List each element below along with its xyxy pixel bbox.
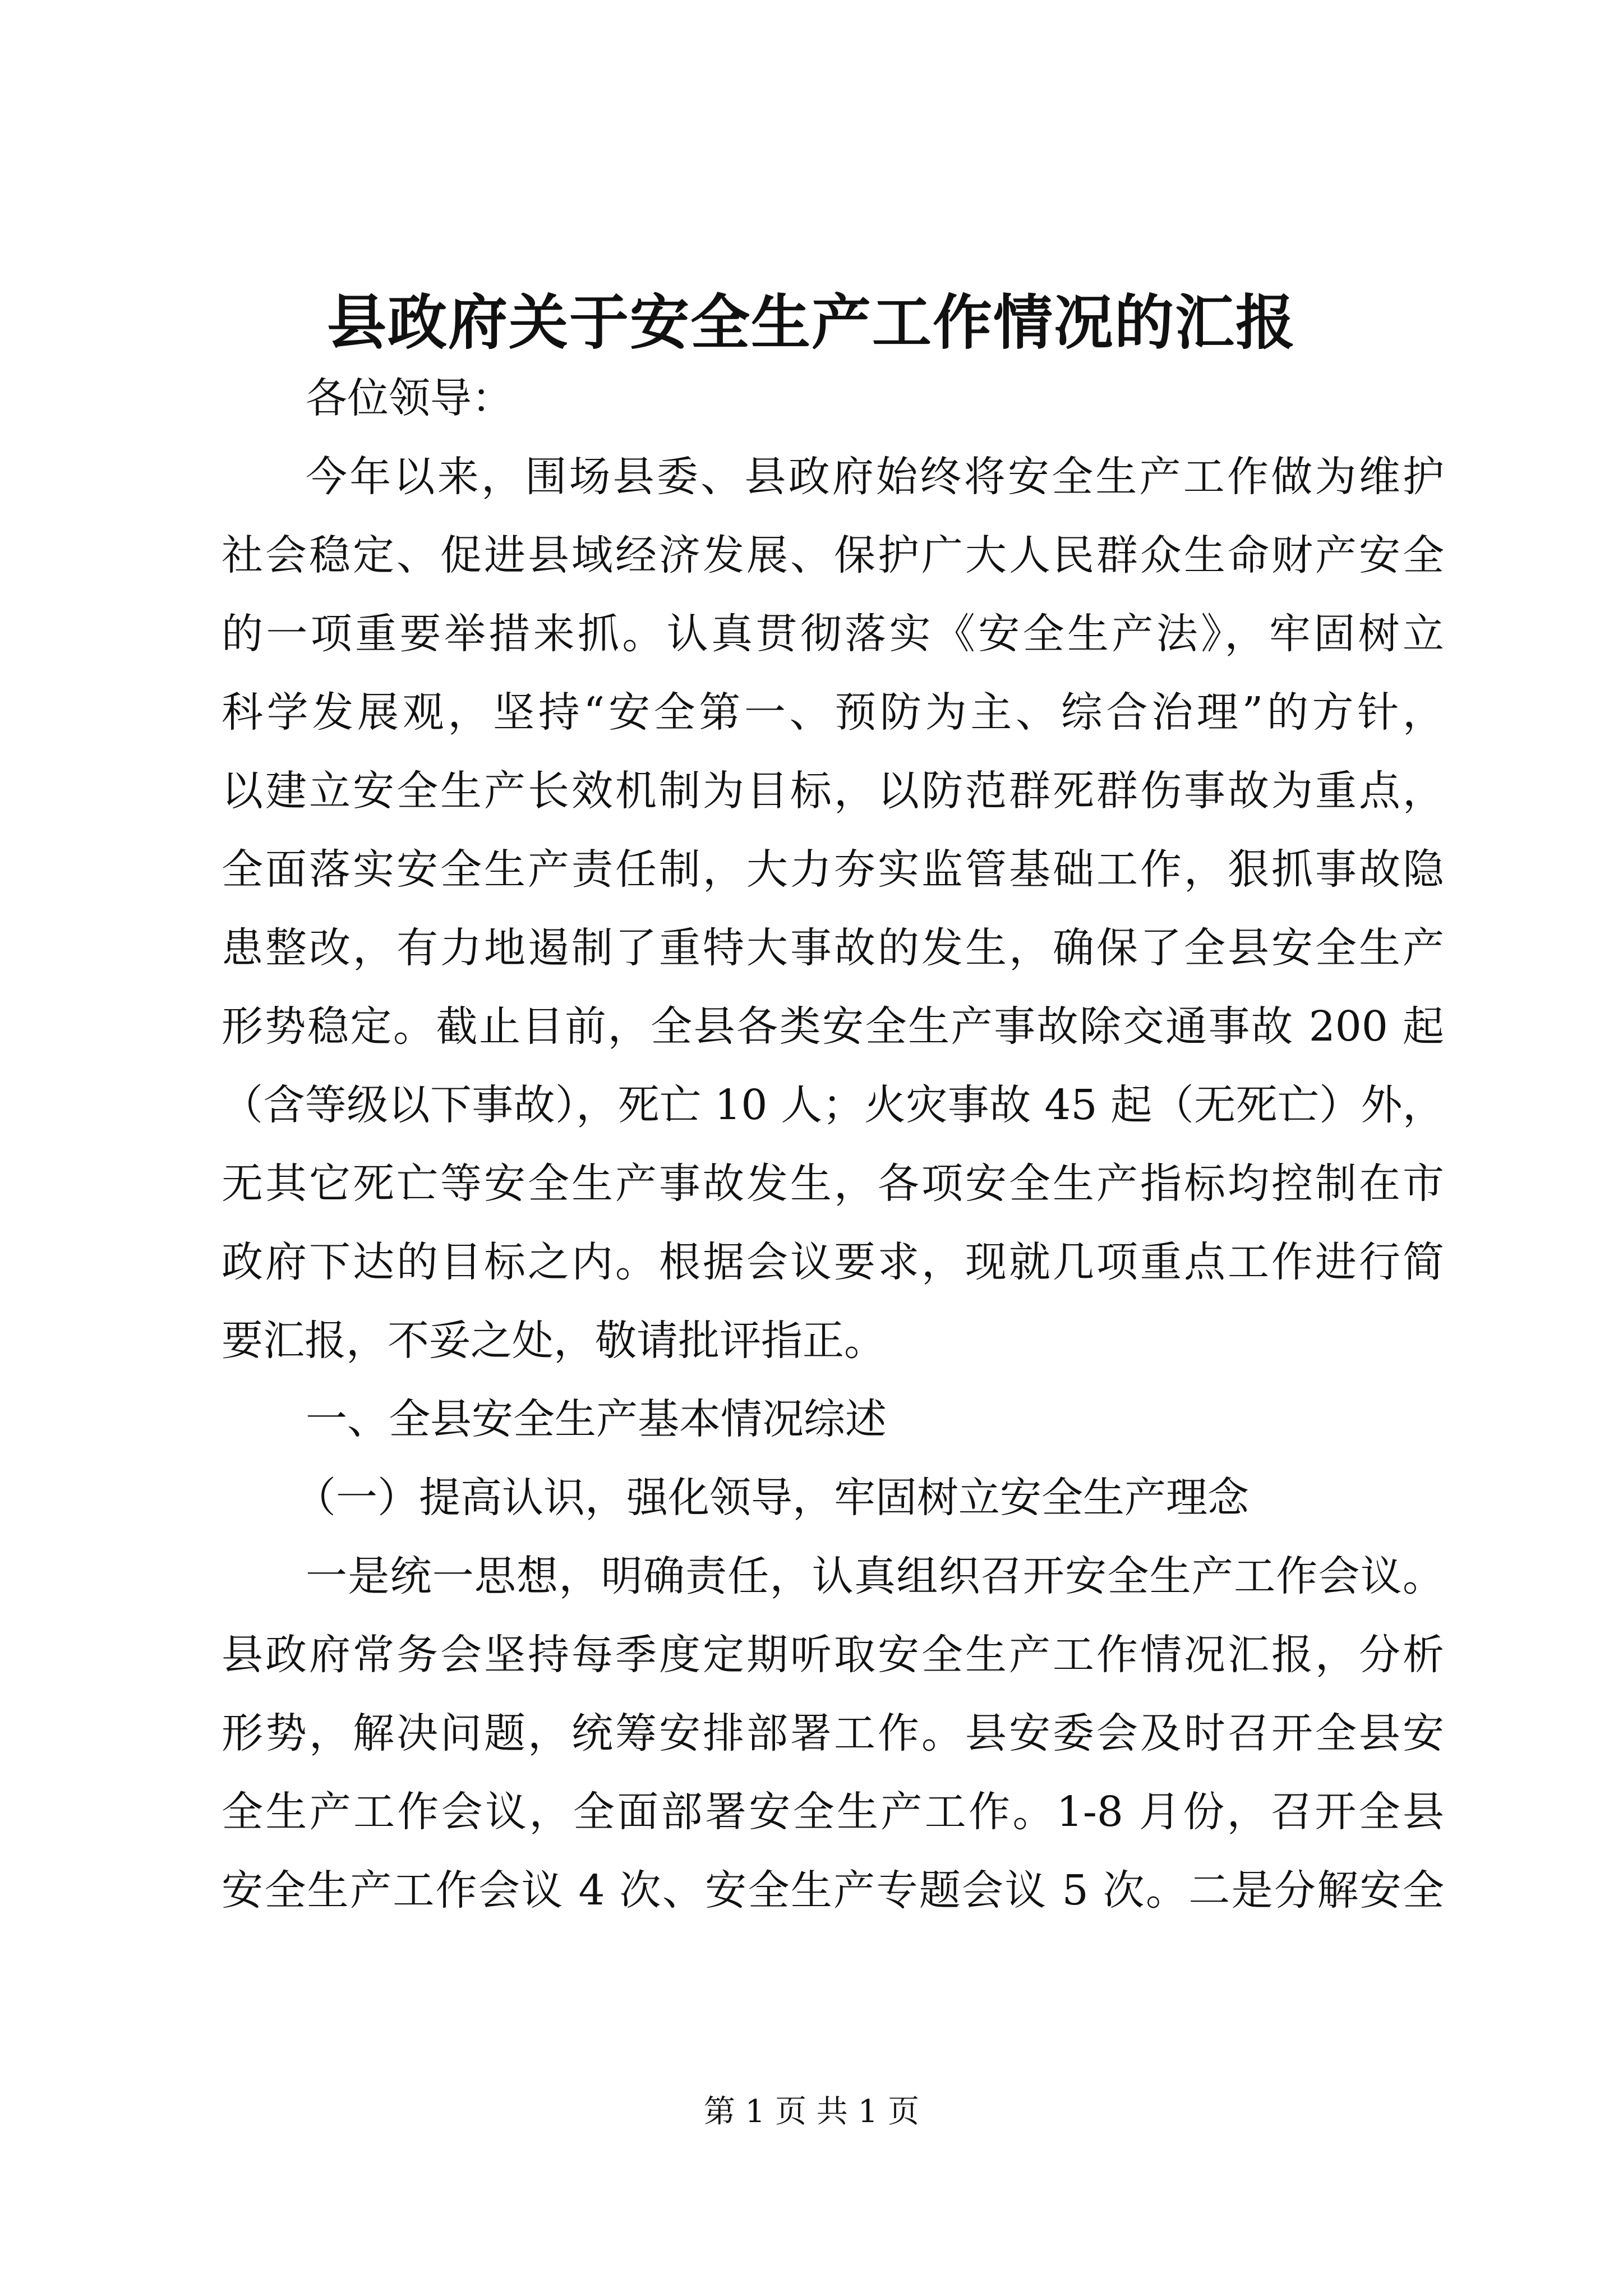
paragraph-1-line-12: 要汇报，不妥之处，敬请批评指正。 [222, 1317, 886, 1365]
paragraph-2-line-2: 县政府常务会坚持每季度定期听取安全生产工作情况汇报，分析 [222, 1631, 1444, 1679]
paragraph-1-line-5: 以建立安全生产长效机制为目标，以防范群死群伤事故为重点， [222, 767, 1444, 815]
paragraph-1-line-7: 患整改，有力地遏制了重特大事故的发生，确保了全县安全生产 [222, 924, 1444, 972]
paragraph-1-line-3: 的一项重要举措来抓。认真贯彻落实《安全生产法》，牢固树立 [222, 610, 1444, 658]
salutation: 各位领导： [306, 374, 513, 422]
section-heading: 一、全县安全生产基本情况综述 [306, 1395, 887, 1443]
paragraph-1-line-1: 今年以来，围场县委、县政府始终将安全生产工作做为维护 [306, 453, 1444, 501]
paragraph-1-line-4: 科学发展观，坚持“安全第一、预防为主、综合治理”的方针， [222, 688, 1444, 737]
paragraph-2-line-3: 形势，解决问题，统筹安排部署工作。县安委会及时召开全县安 [222, 1709, 1444, 1757]
paragraph-1-line-2: 社会稳定、促进县域经济发展、保护广大人民群众生命财产安全 [222, 531, 1444, 579]
paragraph-1-line-8: 形势稳定。截止目前，全县各类安全生产事故除交通事故 200 起 [222, 1002, 1444, 1051]
page-number-footer: 第 1 页 共 1 页 [703, 2093, 920, 2130]
paragraph-1-line-10: 无其它死亡等安全生产事故发生，各项安全生产指标均控制在市 [222, 1159, 1444, 1208]
document-title: 县政府关于安全生产工作情况的汇报 [327, 287, 1296, 357]
paragraph-2-line-5: 安全生产工作会议 4 次、安全生产专题会议 5 次。二是分解安全 [222, 1866, 1444, 1915]
paragraph-1-line-9: （含等级以下事故），死亡 10 人；火灾事故 45 起（无死亡）外， [222, 1081, 1444, 1129]
paragraph-1-line-11: 政府下达的目标之内。根据会议要求，现就几项重点工作进行简 [222, 1238, 1444, 1286]
paragraph-2-line-4: 全生产工作会议，全面部署安全生产工作。1-8 月份，召开全县 [222, 1788, 1444, 1836]
subsection-heading: （一）提高认识，强化领导，牢固树立安全生产理念 [294, 1474, 1249, 1522]
paragraph-1-line-6: 全面落实安全生产责任制，大力夯实监管基础工作，狠抓事故隐 [222, 845, 1444, 894]
paragraph-2-line-1: 一是统一思想，明确责任，认真组织召开安全生产工作会议。 [306, 1552, 1444, 1600]
